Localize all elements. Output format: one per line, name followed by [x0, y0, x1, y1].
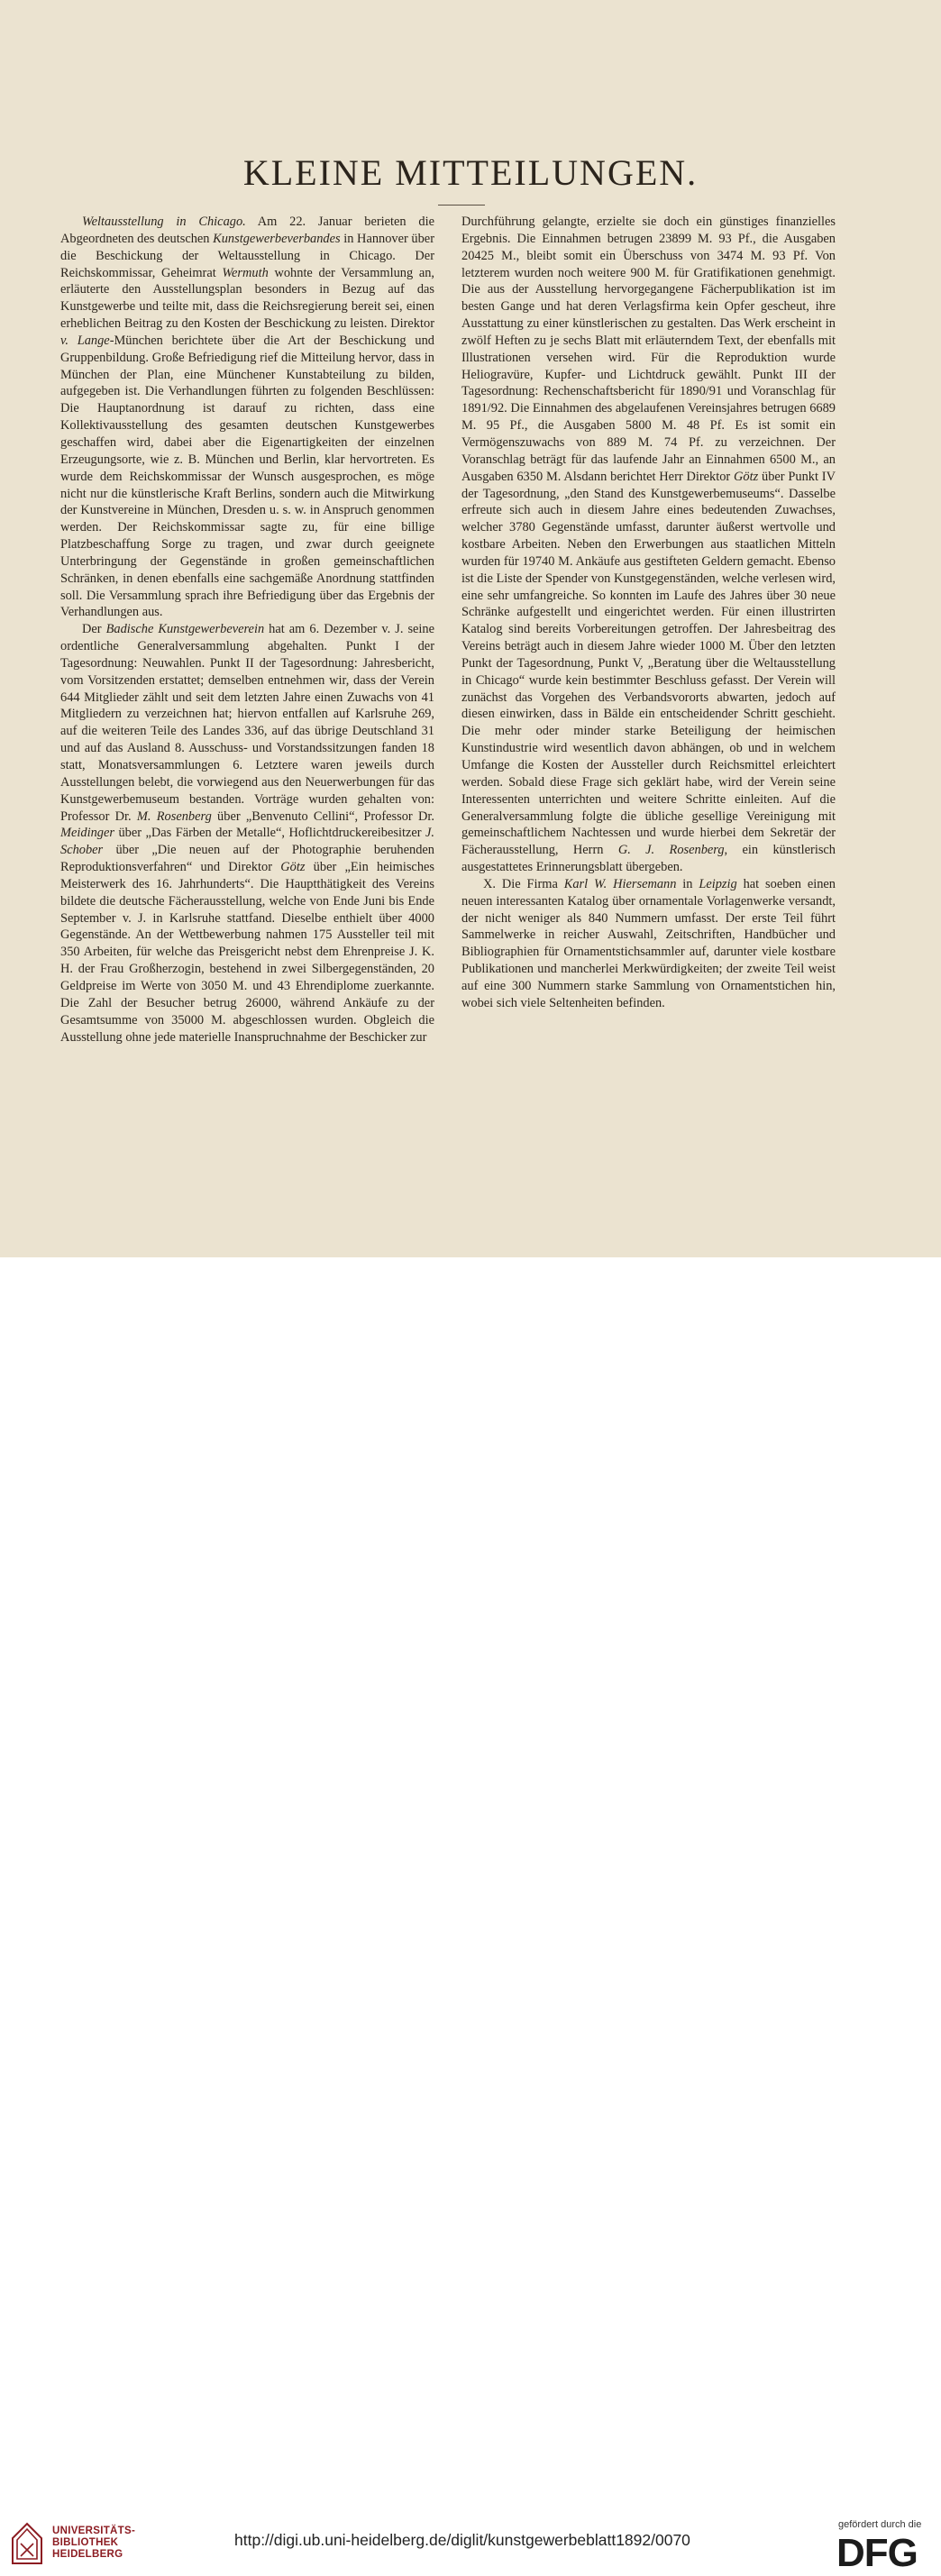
paragraph-hiersemann: X. Die Firma Karl W. Hiersemann in Leipzig hat soeben einen neuen interessanten Katalog über ornamentale Vorlagenwerke versandt, der nicht weniger als 840 Nummern umfasst. Der erste Teil führt Sammelwerke in reicher Auswahl, Zeitschriften, Handbücher und Bibliographien für Ornamentstichsammler auf, darunter viele kostbare Publikationen und mancherlei Merkwürdigkeiten; der zweite Teil weist auf eine 300 Nummern starke Sammlung von Ornamentstichen hin, wobei sich viele Seltenheiten befinden.: [461, 876, 836, 1010]
dfg-logo[interactable]: DFG: [836, 2531, 918, 2575]
funded-by-label: gefördert durch die: [838, 2519, 922, 2530]
university-line-1: UNIVERSITÄTS-: [52, 2526, 136, 2536]
university-line-3: HEIDELBERG: [52, 2549, 123, 2560]
university-line-2: BIBLIOTHEK: [52, 2537, 119, 2548]
university-name[interactable]: [52, 2526, 135, 2561]
paragraph-badischer-verein: Der Badische Kunstgewerbeverein hat am 6. Dezember v. J. seine ordentliche Generalversammlung abgehalten. Punkt I der Tagesordnung: Neuwahlen. Punkt II der Tagesordnung: Jahresbericht, vom Vorsitzenden erstattet; demselben entnehmen wir, dass der Verein 644 Mitglieder zählt und seit dem letzten Jahre einen Zuwachs von 41 Mitgliedern zu verzeichnen hat; hiervon entfallen auf Karlsruhe 269, auf die weiteren Teile des Landes 336, auf das übrige Deutschland 31 und auf das Ausland 8. Ausschuss- und Vorstandssitzungen fanden 18 statt, Monatsversammlungen 6. Letztere waren jeweils durch Ausstellungen belebt, die vorwiegend aus den Neuerwerbungen für das Kunstgewerbemuseum bestanden. Vorträge wurden gehalten von: Professor Dr. M. Rosenberg über „Benvenuto Cellini“, Professor Dr. Meidinger über „Das Färben der Metalle“, Hoflichtdruckereibesitzer J. Schober über „Die neuen auf der Photographie beruhenden Reproduktionsverfahren“ und Direktor Götz über „Ein heimisches Meisterwerk des 16. Jahrhunderts“. Die Hauptthätigkeit des Vereins bildete die deutsche Fächerausstellung, welche von Ende Juni bis Ende September v. J. in Karlsruhe stattfand. Dieselbe enthielt über 4000 Gegenstände. An der Wettbewerbung nahmen 175 Aussteller teil mit 350 Arbeiten, für welche das Preisgericht nebst dem Ehrenpreise J. K. H. der Frau Großherzogin, bestehend in zwei Silbergegenständen, 20 Geldpreise im Werte von 3050 M. und 43 Ehrendiplome zuerkannte. Die Zahl der Besucher betrug 26000, während Ankäufe zu der Gesamtsumme von 35000 M. abgeschlossen wurden. Obgleich die Ausstellung ohne jede materielle Inanspruchnahme der Beschicker zur: [60, 622, 435, 1045]
page-title: KLEINE MITTEILUNGEN.: [242, 152, 699, 193]
footer-bar: [0, 1257, 941, 2575]
left-column: [60, 214, 434, 1046]
title-rule: [438, 205, 485, 206]
paragraph-continuation: Durchführung gelangte, erzielte sie doch ein günstiges finanzielles Ergebnis. Die Einnahmen betrugen 23899 M. 93 Pf., die Ausgaben 20425 M., bleibt somit ein Überschuss von 3474 M. 93 Pf. Von letzterem wurden noch weitere 900 M. für Gratifikationen genehmigt. Die aus der Ausstellung hervorgegangene Fächerpublikation ist im besten Gange und hat deren Verlagsfirma kein Opfer gescheut, ihre Ausstattung zu einer künstlerischen zu gestalten. Das Werk erscheint in zwölf Heften zu je sechs Blatt mit erläuterndem Text, der ebenfalls mit Illustrationen versehen wird. Für die Reproduktion wurde Heliogravüre, Kupfer- und Lichtdruck gewählt. Punkt III der Tagesordnung: Rechenschaftsbericht für 1890/91 und Voranschlag für 1891/92. Die Einnahmen des abgelaufenen Vereinsjahres betrugen 6689 M. 95 Pf., die Ausgaben 5800 M. 48 Pf. Es ist somit ein Vermögenszuwachs von 889 M. 74 Pf. zu verzeichnen. Der Voranschlag beträgt für das laufende Jahr an Einnahmen 6500 M., an Ausgaben 6350 M. Alsdann berichtet Herr Direktor Götz über Punkt IV der Tagesordnung, „den Stand des Kunstgewerbemuseums“. Dasselbe erfreute sich auch in diesem Jahre eines bedeutenden Zuwachses, welcher 3780 Gegenstände umfasst, darunter äußerst wertvolle und kostbare Arbeiten. Neben den Erwerbungen aus staatlichen Mitteln wurden für 19740 M. Ankäufe aus gestifteten Geldern gemacht. Ebenso ist die Liste der Spender von Kunstgegenständen, welche verlesen wird, eine sehr umfangreiche. So konnten im Laufe des Jahres über 30 neue Schränke aufgestellt und eingerichtet werden. Für einen illustrirten Katalog sind bereits Vorbereitungen getroffen. Der Jahresbeitrag des Vereins beträgt auch in diesem Jahre wieder 1000 M. Über den letzten Punkt der Tagesordnung, Punkt V, „Beratung über die Weltausstellung in Chicago“ wurde kein bestimmter Beschluss gefasst. Der Verein will zunächst das Vorgehen des Verbandsvororts abwarten, jedoch auf diesen einwirken, dass in Bälde ein entscheidender Schritt geschieht. Die mehr oder minder starke Beteiligung der heimischen Kunstindustrie wird wesentlich davon abhängen, ob und in welchem Umfange die Kosten der Aussteller durch Reichsmittel erleichtert werden. Sobald diese Frage sich geklärt habe, wird der Verein seine Interessenten unterrichten und weitere Schritte einleiten. Auf die Generalversammlung folgte die übliche gesellige Vereinigung mit gemeinschaftlichem Nachtessen und wurde hierbei dem Sekretär der Fächerausstellung, Herrn G. J. Rosenberg, ein künstlerisch ausgestattetes Erinnerungsblatt übergeben.: [461, 215, 836, 875]
permalink-url[interactable]: http://digi.ub.uni-heidelberg.de/diglit/kunstgewerbeblatt1892/0070: [234, 2531, 690, 2549]
university-logo-icon[interactable]: [9, 2522, 45, 2567]
paragraph-weltausstellung: Weltausstellung in Chicago. Am 22. Januar berieten die Abgeordneten des deutschen Kunstgewerbeverbandes in Hannover über die Beschickung der Weltausstellung in Chicago. Der Reichskommissar, Geheimrat Wermuth wohnte der Versammlung an, erläuterte den Ausstellungsplan besonders in Bezug auf das Kunstgewerbe und teilte mit, dass die Reichsregierung bereit sei, einen erheblichen Beitrag zu den Kosten der Beschickung zu leisten. Direktor v. Lange-München berichtete über die Art der Beschickung und Gruppenbildung. Große Befriedigung rief die Mitteilung hervor, dass in München der Plan, eine Münchener Kunstabteilung zu bilden, aufgegeben ist. Die Verhandlungen führten zu folgenden Beschlüssen: Die Hauptanordnung ist darauf zu richten, dass eine Kollektivausstellung des gesamten deutschen Kunstgewerbes geschaffen wird, dabei aber die Eigenartigkeiten der einzelnen Erzeugungsorte, wie z. B. München und Berlin, klar hervortreten. Es wurde dem Reichskommissar der Wunsch ausgesprochen, es möge nicht nur die künstlerische Kraft Berlins, sondern auch die Mitwirkung der Kunstvereine in München, Dresden u. s. w. in Anspruch genommen werden. Der Reichskommissar sagte zu, für eine billige Platzbeschaffung Sorge zu tragen, und zwar durch geeignete Unterbringung der Gegenstände in großen gemeinschaftlichen Schränken, in denen ebenfalls eine sachgemäße Anordnung stattfinden soll. Die Versammlung sprach ihre Befriedigung über das Ergebnis der Verhandlungen aus.: [60, 215, 434, 620]
scanned-page: [0, 0, 941, 1257]
right-column: [461, 214, 836, 1012]
